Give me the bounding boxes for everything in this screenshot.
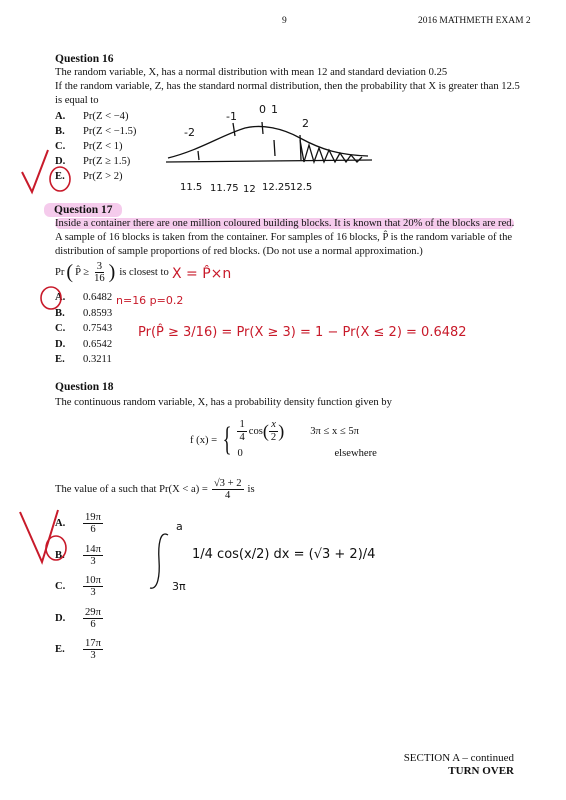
left-paren: ( bbox=[262, 420, 269, 441]
q18-stem-line-1: The continuous random variable, X, has a probability density function given by bbox=[55, 397, 392, 408]
hand-note-probability: Pr(P̂ ≥ 3/16) = Pr(X ≥ 3) = 1 − Pr(X ≤ 2) = 0.6482 bbox=[138, 325, 467, 340]
z-label: 2 bbox=[302, 117, 309, 130]
question-17-title: Question 17 bbox=[44, 203, 122, 217]
q18-prompt-suffix: is bbox=[247, 484, 255, 496]
x-label: 12 bbox=[243, 184, 256, 195]
fraction-numerator: √3 + 2 bbox=[213, 478, 242, 489]
tick-mark bbox=[274, 140, 275, 156]
fraction-denominator: 3 bbox=[90, 555, 96, 567]
option-letter: B. bbox=[55, 126, 65, 137]
x-label: 12.25 bbox=[262, 182, 291, 193]
sketch-axis bbox=[166, 160, 372, 162]
option-letter: B. bbox=[55, 307, 65, 319]
case-2-domain: elsewhere bbox=[334, 447, 377, 459]
x-label: 12.5 bbox=[290, 182, 313, 193]
option-letter: A. bbox=[55, 518, 66, 530]
answer-circle-a bbox=[41, 287, 61, 309]
option-letter: B. bbox=[55, 549, 65, 561]
hand-note-x-eq: X = P̂×n bbox=[172, 266, 232, 282]
q17-stem-line-2: A sample of 16 blocks is taken from the container. For samples of 16 blocks, P̂ is the random variable of the bbox=[55, 232, 513, 243]
hand-integral-lower: 3π bbox=[172, 580, 186, 593]
option-text: 0.6482 bbox=[83, 292, 113, 304]
q16-stem-line-2: If the random variable, Z, has the standard normal distribution, then the probability that X is greater than 12.5 bbox=[55, 81, 520, 92]
footer-section: SECTION A – continued bbox=[403, 752, 514, 764]
tick-mark bbox=[198, 151, 199, 160]
option-letter: A. bbox=[55, 111, 66, 122]
option-letter: E. bbox=[55, 171, 65, 182]
option-letter: A. bbox=[55, 292, 66, 304]
q17-stem-highlighted: Inside a container there are one million coloured building blocks. It is known that 20% of the blocks are red. bbox=[55, 218, 515, 229]
fraction-denominator: 4 bbox=[239, 431, 245, 443]
option-text: Pr(Z > 2) bbox=[83, 171, 123, 182]
q18-prompt-prefix: The value of a such that Pr(X < a) = bbox=[55, 484, 208, 496]
right-paren: ) bbox=[278, 420, 285, 441]
fraction-denominator: 6 bbox=[90, 524, 96, 536]
fraction-denominator: 16 bbox=[94, 273, 105, 285]
option-letter: C. bbox=[55, 323, 66, 335]
fraction-denominator: 4 bbox=[225, 490, 231, 502]
answer-circle-b bbox=[46, 536, 66, 560]
hand-integral-upper: a bbox=[176, 520, 183, 533]
option-letter: E. bbox=[55, 354, 65, 366]
exam-title: 2016 MATHMETH EXAM 2 bbox=[418, 16, 531, 26]
fraction-denominator: 3 bbox=[90, 650, 96, 662]
q17-prompt-suffix: is closest to bbox=[119, 267, 169, 279]
option-letter: D. bbox=[55, 156, 66, 167]
right-paren: ) bbox=[108, 261, 116, 284]
z-label: 1 bbox=[271, 103, 278, 116]
fraction-numerator: 1 bbox=[239, 419, 245, 431]
fraction-denominator: 3 bbox=[90, 587, 96, 599]
option-text: 0.8593 bbox=[83, 307, 113, 319]
q16-stem-line-1: The random variable, X, has a normal distribution with mean 12 and standard deviation 0.25 bbox=[55, 67, 448, 78]
fraction-numerator: 19π bbox=[85, 512, 101, 524]
option-text: 0.3211 bbox=[83, 354, 112, 366]
hand-note-n-p: n=16 p=0.2 bbox=[116, 294, 184, 307]
q17-stem-line-3: distribution of sample proportions of red blocks. (Do not use a normal approximation.) bbox=[55, 246, 423, 257]
option-text: 0.7543 bbox=[83, 323, 113, 335]
option-text: Pr(Z < −4) bbox=[83, 111, 129, 122]
cos-label: cos bbox=[248, 425, 263, 437]
red-checkmark bbox=[22, 150, 48, 192]
option-letter: D. bbox=[55, 338, 66, 350]
pdf-fx-label: f (x) = bbox=[190, 434, 218, 446]
fraction-numerator: x bbox=[271, 419, 276, 431]
x-label: 11.75 bbox=[210, 183, 239, 194]
z-label: -1 bbox=[226, 110, 237, 123]
left-paren: ( bbox=[66, 261, 74, 284]
q17-prompt-ineq: P̂ ≥ bbox=[75, 267, 90, 279]
fraction-numerator: 14π bbox=[85, 543, 101, 555]
option-text: Pr(Z ≥ 1.5) bbox=[83, 156, 131, 167]
z-label: 0 bbox=[259, 103, 266, 116]
answer-circle-e bbox=[50, 167, 70, 191]
footer-turn-over: TURN OVER bbox=[448, 765, 514, 777]
case-2-value: 0 bbox=[237, 447, 243, 459]
normal-curve-sketch bbox=[166, 122, 372, 162]
q17-prompt-pr: Pr bbox=[55, 267, 65, 279]
page-number: 9 bbox=[282, 16, 287, 26]
fraction-denominator: 2 bbox=[270, 431, 277, 443]
option-letter: D. bbox=[55, 612, 66, 624]
question-18-title: Question 18 bbox=[55, 381, 114, 393]
tick-mark bbox=[233, 123, 235, 136]
q16-stem-line-3: is equal to bbox=[55, 95, 99, 106]
fraction-numerator: 29π bbox=[85, 606, 101, 618]
sketch-labels bbox=[180, 103, 312, 195]
z-label: -2 bbox=[184, 126, 195, 139]
question-16-title: Question 16 bbox=[55, 53, 114, 65]
tick-mark bbox=[262, 122, 263, 134]
option-letter: E. bbox=[55, 644, 65, 656]
case-1-domain: 3π ≤ x ≤ 5π bbox=[310, 425, 360, 437]
option-text: 0.6542 bbox=[83, 338, 113, 350]
option-text: Pr(Z < −1.5) bbox=[83, 126, 137, 137]
fraction-numerator: 3 bbox=[96, 261, 102, 272]
option-letter: C. bbox=[55, 141, 66, 152]
fraction-numerator: 17π bbox=[85, 638, 101, 650]
piecewise-brace: { bbox=[222, 421, 232, 458]
hand-integrand: 1/4 cos(x/2) dx = (√3 + 2)/4 bbox=[192, 547, 376, 562]
fraction-numerator: 10π bbox=[85, 575, 101, 587]
option-text: Pr(Z < 1) bbox=[83, 141, 123, 152]
fraction-denominator: 6 bbox=[90, 618, 96, 630]
option-letter: C. bbox=[55, 581, 66, 593]
integral-sign bbox=[150, 534, 168, 588]
x-label: 11.5 bbox=[180, 182, 203, 193]
